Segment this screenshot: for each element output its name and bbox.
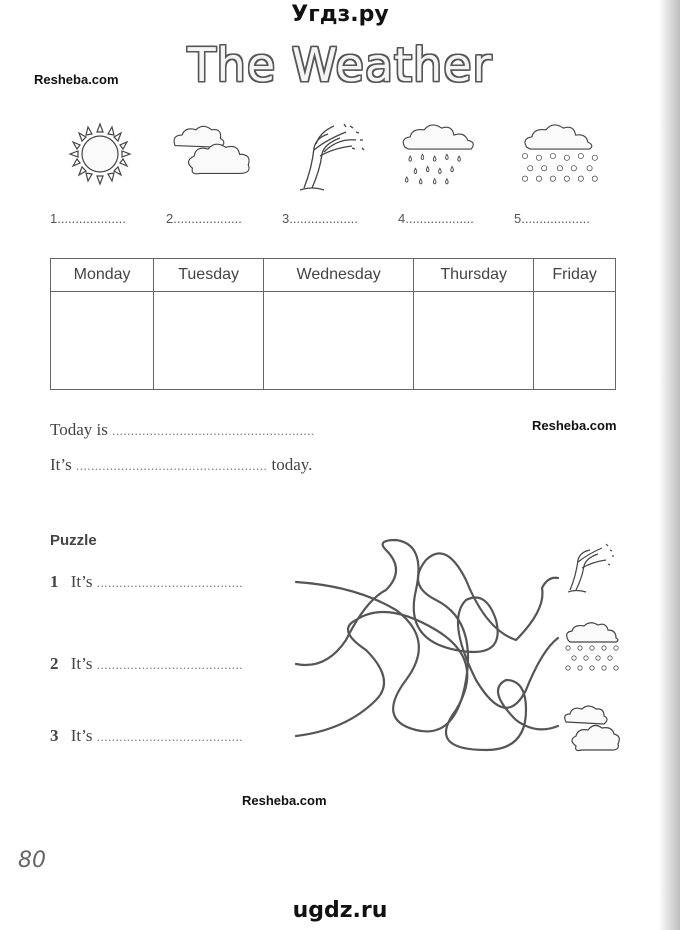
snow-cloud-icon bbox=[518, 118, 614, 194]
maze-line-1[interactable] bbox=[296, 553, 558, 731]
page-number: 80 bbox=[18, 848, 46, 873]
header-thursday: Thursday bbox=[414, 259, 534, 292]
maze-line-3[interactable] bbox=[296, 612, 558, 750]
resheba-watermark-1: Resheba.com bbox=[34, 72, 119, 87]
cell-tuesday[interactable] bbox=[154, 292, 264, 390]
windy-tree-icon bbox=[290, 118, 386, 194]
puzzle-blank-2[interactable]: ....................................... bbox=[96, 657, 243, 672]
page-edge-shadow bbox=[658, 0, 680, 930]
answer-blank-3[interactable]: 3................... bbox=[282, 211, 358, 226]
puzzle-text-1: It’s bbox=[70, 572, 93, 591]
today-prefix: Today is bbox=[50, 420, 108, 439]
page-title: The Weather bbox=[187, 38, 493, 92]
sun-icon bbox=[60, 118, 156, 194]
puzzle-snow-cloud-icon bbox=[562, 620, 626, 676]
puzzle-item-2 bbox=[50, 654, 243, 674]
puzzle-clouds-icon bbox=[560, 704, 624, 760]
its-today-line bbox=[50, 455, 312, 475]
answer-blank-1[interactable]: 1................... bbox=[50, 211, 126, 226]
puzzle-blank-1[interactable]: ....................................... bbox=[96, 575, 243, 590]
puzzle-num-3: 3 bbox=[50, 726, 59, 745]
puzzle-num-1: 1 bbox=[50, 572, 59, 591]
cell-wednesday[interactable] bbox=[264, 292, 414, 390]
cell-monday[interactable] bbox=[51, 292, 154, 390]
header-friday: Friday bbox=[534, 259, 616, 292]
today-blank[interactable]: ...................................................... bbox=[112, 423, 315, 438]
cell-thursday[interactable] bbox=[414, 292, 534, 390]
cell-friday[interactable] bbox=[534, 292, 616, 390]
weather-icons-row bbox=[50, 118, 630, 194]
clouds-icon bbox=[168, 118, 264, 194]
table-header-row bbox=[51, 259, 616, 292]
answer-blank-4[interactable]: 4................... bbox=[398, 211, 474, 226]
header-tuesday: Tuesday bbox=[154, 259, 264, 292]
header-monday: Monday bbox=[51, 259, 154, 292]
its-prefix: It’s bbox=[50, 455, 72, 474]
today-line bbox=[50, 420, 315, 440]
puzzle-blank-3[interactable]: ....................................... bbox=[96, 729, 243, 744]
its-blank[interactable]: ................................................... bbox=[75, 458, 268, 473]
its-suffix: today. bbox=[271, 455, 313, 474]
resheba-watermark-2: Resheba.com bbox=[532, 418, 617, 433]
puzzle-text-2: It’s bbox=[70, 654, 93, 673]
answer-blank-2[interactable]: 2................... bbox=[166, 211, 242, 226]
puzzle-windy-tree-icon bbox=[560, 538, 624, 594]
table-row bbox=[51, 292, 616, 390]
rain-cloud-icon bbox=[398, 118, 494, 194]
puzzle-title: Puzzle bbox=[50, 532, 97, 549]
puzzle-num-2: 2 bbox=[50, 654, 59, 673]
puzzle-text-3: It’s bbox=[70, 726, 93, 745]
watermark-bottom: ugdz.ru bbox=[292, 898, 388, 923]
weekday-table bbox=[50, 258, 616, 390]
resheba-watermark-3: Resheba.com bbox=[242, 793, 327, 808]
answer-blank-5[interactable]: 5................... bbox=[514, 211, 590, 226]
header-wednesday: Wednesday bbox=[264, 259, 414, 292]
puzzle-item-1 bbox=[50, 572, 243, 592]
tangle-maze bbox=[286, 530, 586, 770]
puzzle-item-3 bbox=[50, 726, 243, 746]
watermark-top: Угдз.ру bbox=[291, 2, 389, 27]
